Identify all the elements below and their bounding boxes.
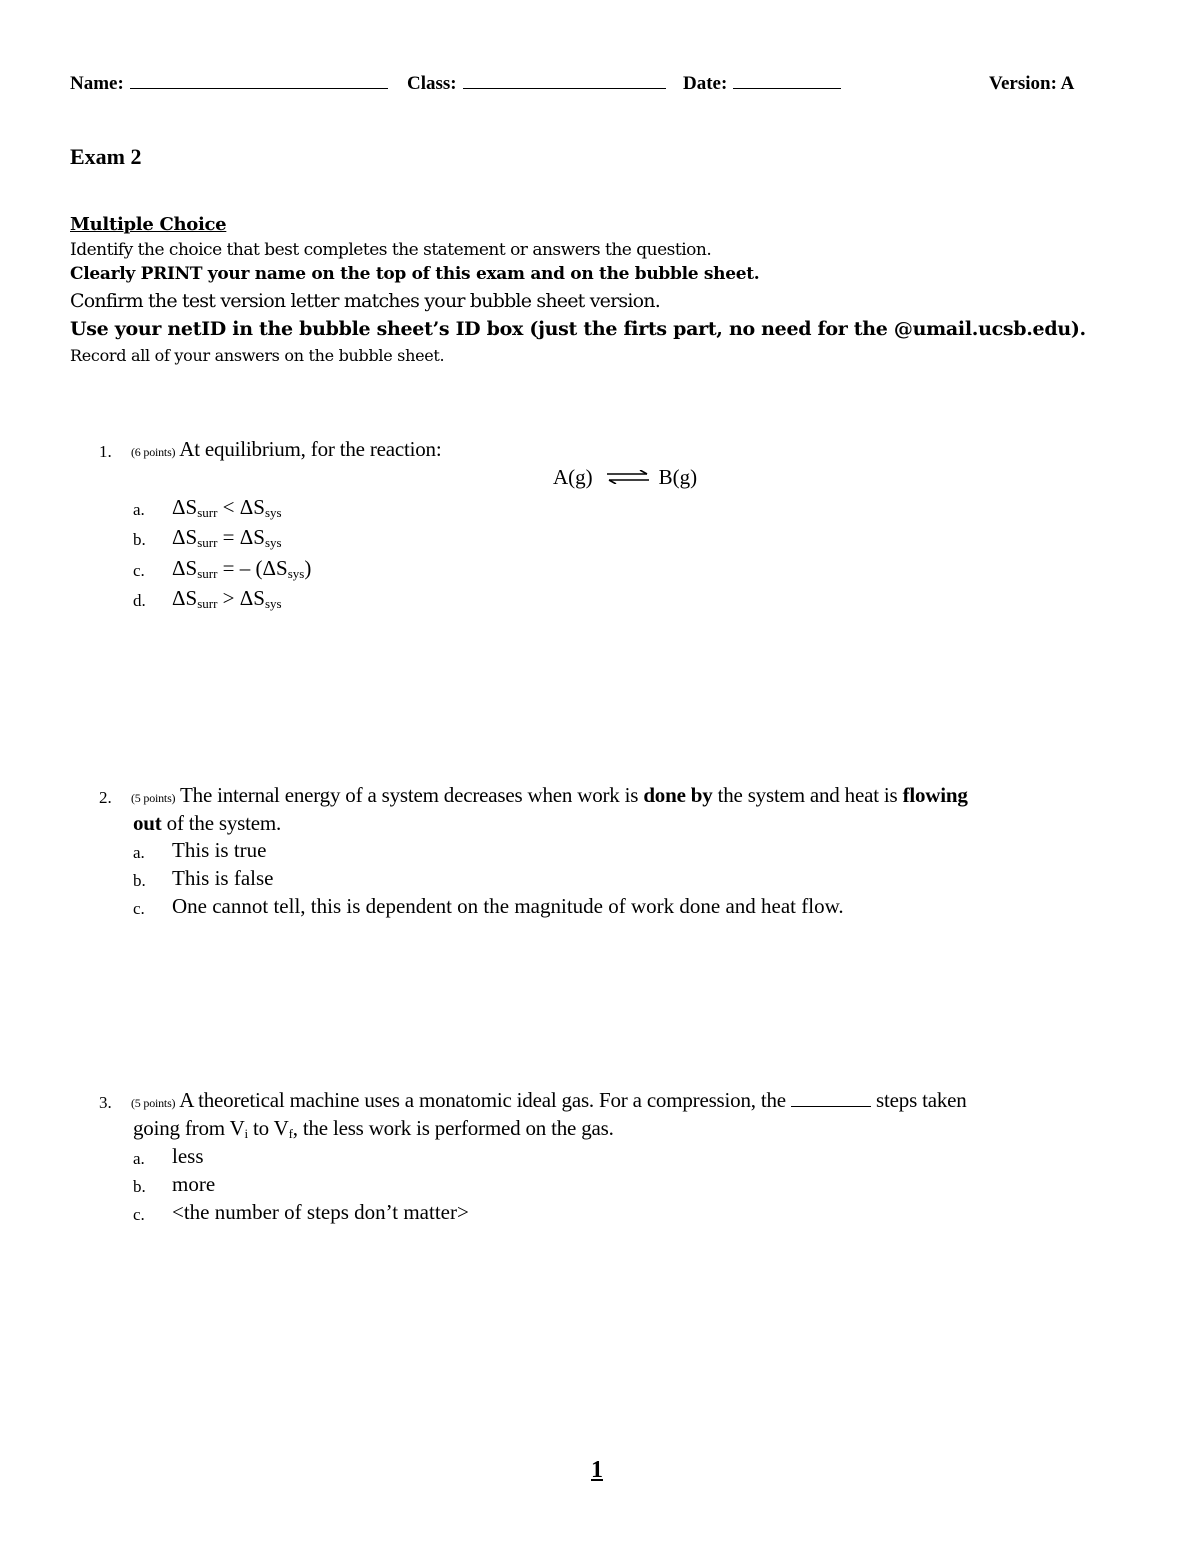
q1a-op: <	[222, 495, 235, 519]
q2-bold-2: flowing	[902, 783, 968, 807]
q1-option-a[interactable]	[172, 495, 282, 521]
question-1-reaction	[553, 465, 697, 490]
q3-option-b[interactable]: more	[172, 1172, 216, 1196]
q1b-rhs: ΔS	[239, 525, 265, 549]
class-field	[407, 73, 666, 95]
q1d-rhs-sub: sys	[264, 596, 282, 611]
question-1-text	[131, 437, 442, 462]
q3-sub-i: i	[244, 1126, 248, 1141]
version-label: Version:	[989, 73, 1057, 94]
class-label: Class:	[407, 73, 457, 94]
q2-option-b-letter[interactable]: b.	[133, 871, 146, 890]
q3-fill-blank[interactable]	[791, 1089, 871, 1107]
date-label: Date:	[683, 73, 728, 94]
q1-option-c-letter[interactable]: c.	[133, 561, 145, 580]
q3-text-1: A theoretical machine uses a monatomic ideal gas. For a compression, the	[179, 1088, 786, 1112]
reaction-product: B(g)	[658, 465, 698, 489]
version-value: A	[1060, 73, 1075, 94]
q1c-close: )	[304, 556, 312, 580]
q1-option-d-letter[interactable]: d.	[133, 591, 146, 610]
q2-text-1: The internal energy of a system decreases when work is	[180, 783, 639, 807]
q1-option-d[interactable]	[172, 586, 282, 612]
q1d-rhs: ΔS	[239, 586, 265, 610]
q2-bold-3: out	[133, 811, 162, 835]
q2-option-c[interactable]: One cannot tell, this is dependent on the magnitude of work done and heat flow.	[172, 894, 844, 918]
exam-title: Exam 2	[70, 144, 142, 169]
q3-option-a-letter[interactable]: a.	[133, 1149, 145, 1168]
q2-text-3: of the system.	[166, 811, 282, 835]
question-2-text	[131, 783, 968, 808]
question-1-number: 1.	[99, 442, 112, 461]
q2-option-b[interactable]: This is false	[172, 866, 274, 890]
name-field	[70, 73, 388, 95]
question-1-stem: At equilibrium, for the reaction:	[179, 437, 442, 461]
name-blank[interactable]	[130, 73, 388, 89]
question-1-points: (6 points)	[131, 445, 176, 459]
q2-bold-1: done by	[643, 783, 713, 807]
date-blank[interactable]	[733, 73, 841, 89]
q1a-lhs-sub: surr	[197, 505, 218, 520]
q2-option-a[interactable]: This is true	[172, 838, 267, 862]
instruction-line-1: Identify the choice that best completes the statement or answers the question.	[70, 240, 712, 260]
q1a-rhs-sub: sys	[264, 505, 282, 520]
q3-text-1-end: steps taken	[876, 1088, 967, 1112]
q1c-lhs: ΔS	[172, 556, 198, 580]
section-title: Multiple Choice	[70, 214, 227, 235]
q1a-rhs: ΔS	[239, 495, 265, 519]
date-field	[683, 73, 841, 95]
version-field	[989, 73, 1074, 95]
q3-text-2c: , the less work is performed on the gas.	[292, 1116, 614, 1140]
q2-option-a-letter[interactable]: a.	[133, 843, 145, 862]
q3-text-2b: to V	[253, 1116, 289, 1140]
class-blank[interactable]	[463, 73, 666, 89]
q1b-rhs-sub: sys	[264, 535, 282, 550]
q2-text-2: the system and heat is	[717, 783, 898, 807]
reaction-reactant: A(g)	[553, 465, 593, 489]
q1-option-c[interactable]	[172, 556, 311, 582]
q1d-lhs: ΔS	[172, 586, 198, 610]
q1c-rhs: ΔS	[262, 556, 288, 580]
q3-option-a[interactable]: less	[172, 1144, 204, 1168]
q1-option-b[interactable]	[172, 525, 282, 551]
q3-text-2a: going from V	[133, 1116, 245, 1140]
page-number: 1	[591, 1457, 603, 1483]
name-label: Name:	[70, 73, 124, 94]
q3-option-c[interactable]: <the number of steps don’t matter>	[172, 1200, 469, 1224]
q3-option-b-letter[interactable]: b.	[133, 1177, 146, 1196]
q1a-lhs: ΔS	[172, 495, 198, 519]
instruction-line-2: Clearly PRINT your name on the top of this exam and on the bubble sheet.	[70, 264, 760, 284]
q1b-lhs-sub: surr	[197, 535, 218, 550]
question-3-number: 3.	[99, 1093, 112, 1112]
q1d-lhs-sub: surr	[197, 596, 218, 611]
question-2-number: 2.	[99, 788, 112, 807]
q1c-op: = – (	[222, 556, 263, 580]
question-3-text	[131, 1088, 967, 1113]
q1-option-b-letter[interactable]: b.	[133, 530, 146, 549]
question-3-points: (5 points)	[131, 1096, 176, 1110]
question-2-text-line-2	[133, 811, 281, 836]
instruction-line-3: Confirm the test version letter matches your bubble sheet version.	[70, 290, 660, 312]
q1c-rhs-sub: sys	[287, 566, 305, 581]
q2-option-c-letter[interactable]: c.	[133, 899, 145, 918]
q1c-lhs-sub: surr	[197, 566, 218, 581]
instruction-line-4: Use your netID in the bubble sheet’s ID box (just the firts part, no need for the @umail.ucsb.edu).	[70, 318, 1086, 340]
q1d-op: >	[222, 586, 235, 610]
q1-option-a-letter[interactable]: a.	[133, 500, 145, 519]
question-2-points: (5 points)	[131, 791, 176, 805]
q1b-lhs: ΔS	[172, 525, 198, 549]
equilibrium-arrow-icon	[607, 465, 649, 490]
question-3-text-line-2	[133, 1116, 614, 1142]
q3-option-c-letter[interactable]: c.	[133, 1205, 145, 1224]
instruction-line-5: Record all of your answers on the bubble sheet.	[70, 346, 445, 365]
q3-sub-f: f	[288, 1126, 293, 1141]
q1b-op: =	[222, 525, 235, 549]
